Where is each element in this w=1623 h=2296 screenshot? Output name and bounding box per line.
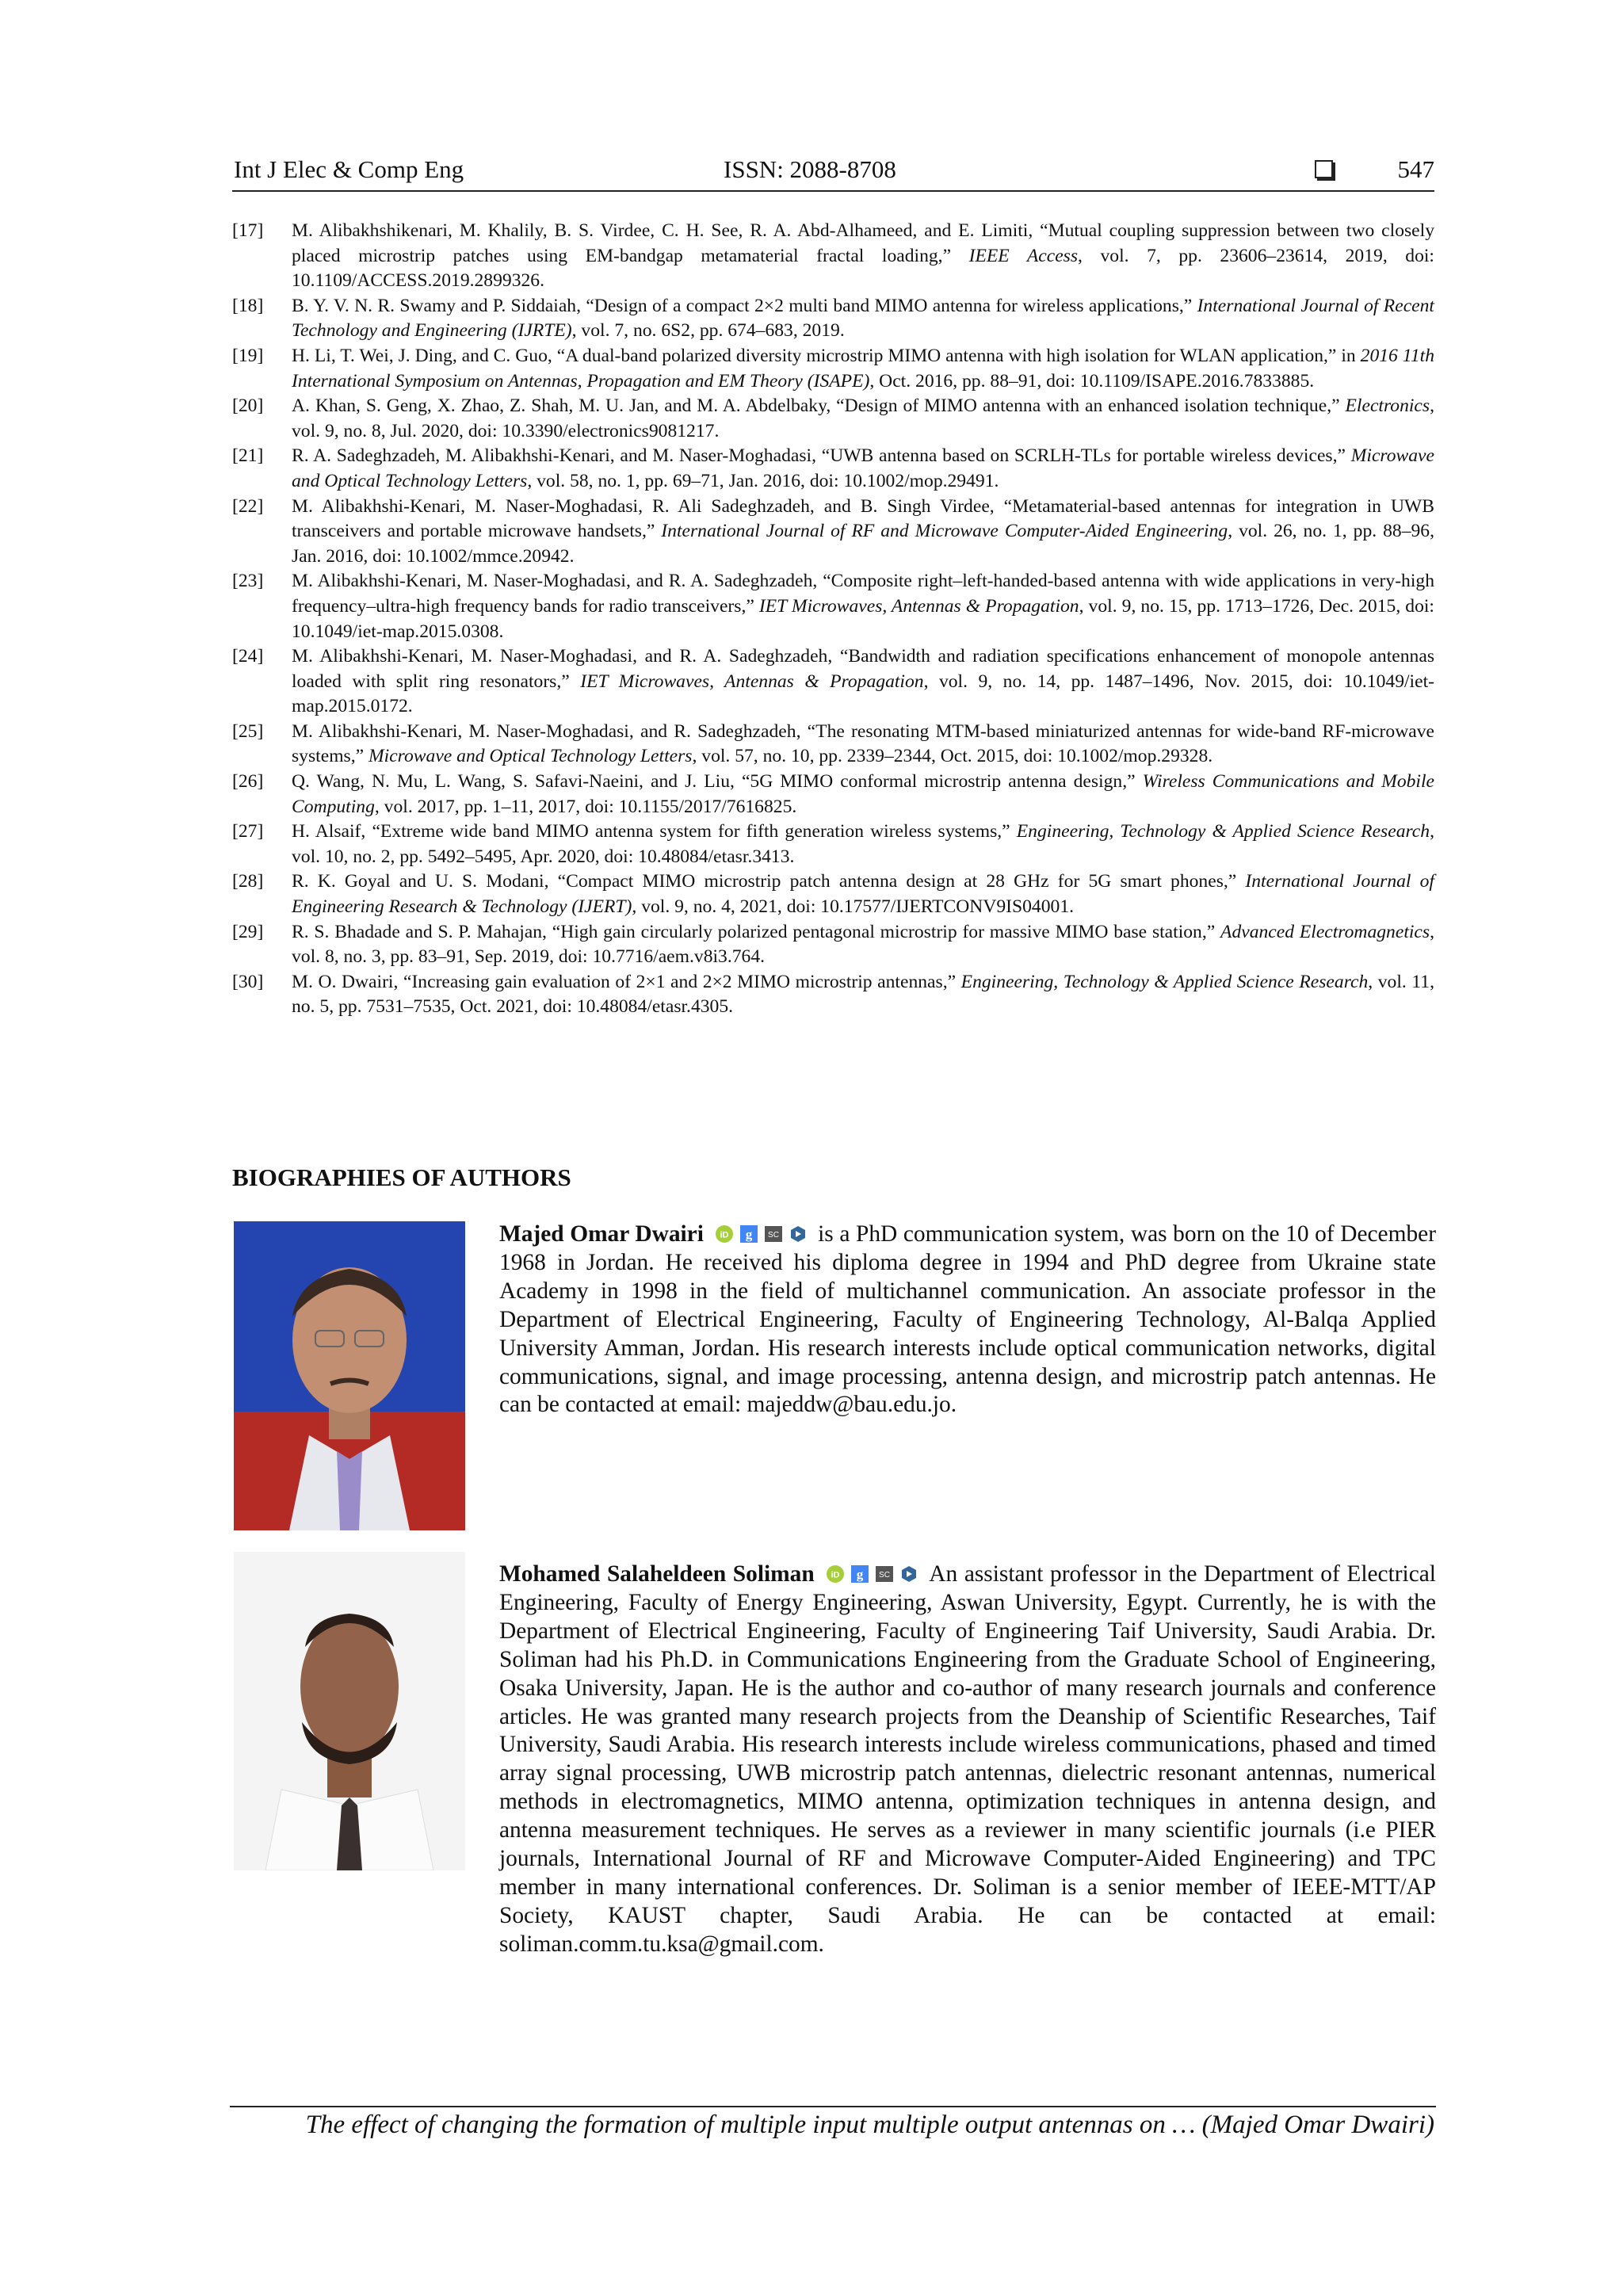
reference-item (232, 970, 1434, 1020)
reference-number: [27] (232, 821, 264, 842)
reference-text: M. Alibakhshikenari, M. Khalily, B. S. Virdee, C. H. See, R. A. Abd-Alhameed, and E. Limiti, “Mutual coupling suppression between two closely placed microstrip patches using EM-bandgap metamaterial fractal loading,” IEEE Access, vol. 7, pp. 23606–23614, 2019, doi: 10.1109/ACCESS.2019.2899326. (292, 220, 1434, 292)
svg-text:SC: SC (767, 1231, 779, 1240)
reference-text: R. S. Bhadade and S. P. Mahajan, “High gain circularly polarized pentagonal microstrip for massive MIMO base station,” Advanced Electromagnetics, vol. 8, no. 3, pp. 83–91, Sep. 2019, doi: 10.7716/aem.v8i3.764. (292, 921, 1434, 968)
square-icon (1315, 160, 1333, 178)
reference-item (232, 770, 1434, 819)
reference-text: A. Khan, S. Geng, X. Zhao, Z. Shah, M. U. Jan, and M. A. Abdelbaky, “Design of MIMO antenna with an enhanced isolation technique,” Electronics, vol. 9, no. 8, Jul. 2020, doi: 10.3390/electronics9081217. (292, 395, 1434, 441)
google-scholar-icon[interactable] (739, 1224, 758, 1244)
reference-item (232, 495, 1434, 570)
reference-item (232, 394, 1434, 444)
reference-number: [17] (232, 220, 264, 241)
reference-number: [26] (232, 771, 264, 793)
page-number: 547 (1397, 155, 1434, 183)
google-scholar-icon[interactable] (850, 1564, 869, 1584)
reference-text: M. Alibakhshi-Kenari, M. Naser-Moghadasi, and R. A. Sadeghzadeh, “Composite right–left-handed-based antenna with wide applications in very-high frequency–ultra-high frequency bands for radio transceivers,” IET Microwaves, Antennas & Propagation, vol. 9, no. 15, pp. 1713–1726, Dec. 2015, doi: 10.1049/iet-map.2015.0308. (292, 571, 1434, 642)
publons-icon[interactable] (789, 1224, 808, 1244)
orcid-icon[interactable] (715, 1224, 734, 1244)
reference-item (232, 869, 1434, 919)
reference-number: [23] (232, 571, 264, 592)
reference-text: R. K. Goyal and U. S. Modani, “Compact MIMO microstrip patch antenna design at 28 GHz for 5G smart phones,” International Journal of Engineering Research & Technology (IJERT), vol. 9, no. 4, 2021, doi: 10.17577/IJERTCONV9IS04001. (292, 871, 1434, 918)
reference-item (232, 444, 1434, 494)
reference-item (232, 219, 1434, 294)
reference-item (232, 294, 1434, 344)
svg-text:g: g (857, 1567, 864, 1582)
reference-number: [30] (232, 971, 264, 992)
author-bio-soliman (499, 1561, 1436, 1959)
reference-item (232, 720, 1434, 770)
reference-text: M. Alibakhshi-Kenari, M. Naser-Moghadasi, and R. Sadeghzadeh, “The resonating MTM-based miniaturized antennas for wide-band RF-microwave systems,” Microwave and Optical Technology Letters, vol. 57, no. 10, pp. 2339–2344, Oct. 2015, doi: 10.1002/mop.29328. (292, 720, 1434, 767)
reference-text: M. Alibakhshi-Kenari, M. Naser-Moghadasi, R. Ali Sadeghzadeh, and B. Singh Virdee, “Metamaterial-based antennas for integration in UWB transceivers and portable microwave handsets,” International Journal of RF and Microwave Computer-Aided Engineering, vol. 26, no. 1, pp. 88–96, Jan. 2016, doi: 10.1002/mmce.20942. (292, 495, 1434, 567)
journal-name: Int J Elec & Comp Eng (234, 155, 464, 183)
author-profile-icons (715, 1224, 808, 1244)
reference-text: M. Alibakhshi-Kenari, M. Naser-Moghadasi, and R. A. Sadeghzadeh, “Bandwidth and radiation specifications enhancement of monopole antennas loaded with split ring resonators,” IET Microwaves, Antennas & Propagation, vol. 9, no. 14, pp. 1487–1496, Nov. 2015, doi: 10.1049/iet-map.2015.0172. (292, 646, 1434, 717)
svg-text:g: g (745, 1227, 752, 1242)
svg-text:SC: SC (879, 1571, 891, 1580)
footer-title: The effect of changing the formation of multiple input multiple output antennas on … (Majed Omar Dwairi) (305, 2111, 1434, 2139)
author-bio-dwairi (499, 1221, 1436, 1419)
reference-item (232, 344, 1434, 394)
reference-number: [24] (232, 646, 264, 667)
author-profile-icons (826, 1564, 918, 1584)
reference-number: [19] (232, 345, 264, 366)
reference-text: B. Y. V. N. R. Swamy and P. Siddaiah, “Design of a compact 2×2 multi band MIMO antenna for wireless applications,” International Journal of Recent Technology and Engineering (IJRTE), vol. 7, no. 6S2, pp. 674–683, 2019. (292, 295, 1434, 342)
orcid-icon[interactable] (826, 1564, 845, 1584)
author-photo-dwairi (234, 1221, 465, 1530)
issn: ISSN: 2088-8708 (724, 155, 896, 183)
reference-text: H. Alsaif, “Extreme wide band MIMO antenna system for fifth generation wireless systems,” Engineering, Technology & Applied Science Research, vol. 10, no. 2, pp. 5492–5495, Apr. 2020, doi: 10.48084/etasr.3413. (292, 821, 1434, 867)
reference-item (232, 920, 1434, 970)
reference-number: [28] (232, 871, 264, 892)
svg-text:iD: iD (720, 1230, 729, 1240)
author-bio-text: An assistant professor in the Department of Electrical Engineering, Faculty of Energy Engineering, Aswan University, Egypt. Currently, he is with the Department of Electrical Engineering, Faculty of Engineering Taif University, Saudi Arabia. Dr. Soliman had his Ph.D. in Communications Engineering from the Graduate School of Engineering, Osaka University, Japan. He is the author and co-author of many research journals and conference articles. He was granted many research projects from the Deanship of Scientific Researches, Taif University, Saudi Arabia. His research interests include wireless communications, phased and timed array signal processing, UWB microstrip patch antennas, dielectric resonant antennas, numerical methods in electromagnetics, MIMO antenna, optimization techniques in antenna design, and antenna measurement techniques. He serves as a reviewer in many scientific journals (i.e PIER journals, International Journal of RF and Microwave Computer-Aided Engineering) and TPC member in many international conferences. Dr. Soliman is a senior member of IEEE-MTT/AP Society, KAUST chapter, Saudi Arabia. He can be contacted at email: soliman.comm.tu.ksa@gmail.com. (499, 1561, 1436, 1957)
reference-number: [22] (232, 495, 264, 517)
reference-number: [20] (232, 395, 264, 417)
svg-text:iD: iD (831, 1570, 840, 1580)
reference-text: Q. Wang, N. Mu, L. Wang, S. Safavi-Naeini, and J. Liu, “5G MIMO conformal microstrip antenna design,” Wireless Communications and Mobile Computing, vol. 2017, pp. 1–11, 2017, doi: 10.1155/2017/7616825. (292, 771, 1435, 817)
reference-text: R. A. Sadeghzadeh, M. Alibakhshi-Kenari, and M. Naser-Moghadasi, “UWB antenna based on SCRLH-TLs for portable wireless devices,” Microwave and Optical Technology Letters, vol. 58, no. 1, pp. 69–71, Jan. 2016, doi: 10.1002/mop.29491. (292, 445, 1434, 491)
reference-item (232, 819, 1434, 869)
reference-number: [18] (232, 295, 264, 316)
reference-text: H. Li, T. Wei, J. Ding, and C. Guo, “A dual-band polarized diversity microstrip MIMO antenna with high isolation for WLAN application,” in 2016 11th International Symposium on Antennas, Propagation and EM Theory (ISAPE), Oct. 2016, pp. 88–91, doi: 10.1109/ISAPE.2016.7833885. (292, 345, 1434, 392)
running-footer (230, 2106, 1436, 2139)
running-header (232, 155, 1434, 192)
scopus-icon[interactable] (875, 1564, 894, 1584)
reference-item (232, 644, 1434, 720)
reference-number: [29] (232, 921, 264, 942)
author-name: Mohamed Salaheldeen Soliman (499, 1561, 815, 1587)
reference-item (232, 569, 1434, 644)
biographies-heading: BIOGRAPHIES OF AUTHORS (232, 1163, 571, 1191)
author-name: Majed Omar Dwairi (499, 1221, 704, 1247)
author-bio-text: is a PhD communication system, was born on the 10 of December 1968 in Jordan. He received his diploma degree in 1994 and PhD degree from Ukraine state Academy in 1998 in the field of multichannel communication. An associate professor in the Department of Electrical Engineering, Faculty of Engineering Technology, Al-Balqa Applied University Amman, Jordan. His research interests include optical communication networks, digital communications, signal, and image processing, antenna design, and microstrip patch antennas. He can be contacted at email: majeddw@bau.edu.jo. (499, 1221, 1436, 1418)
reference-number: [25] (232, 720, 264, 742)
publons-icon[interactable] (899, 1564, 918, 1584)
reference-number: [21] (232, 445, 264, 467)
reference-text: M. O. Dwairi, “Increasing gain evaluation of 2×1 and 2×2 MIMO microstrip antennas,” Engineering, Technology & Applied Science Research, vol. 11, no. 5, pp. 7531–7535, Oct. 2021, doi: 10.48084/etasr.4305. (292, 971, 1435, 1018)
scopus-icon[interactable] (764, 1224, 783, 1244)
author-photo-soliman (234, 1552, 465, 1870)
reference-list (232, 219, 1434, 1020)
